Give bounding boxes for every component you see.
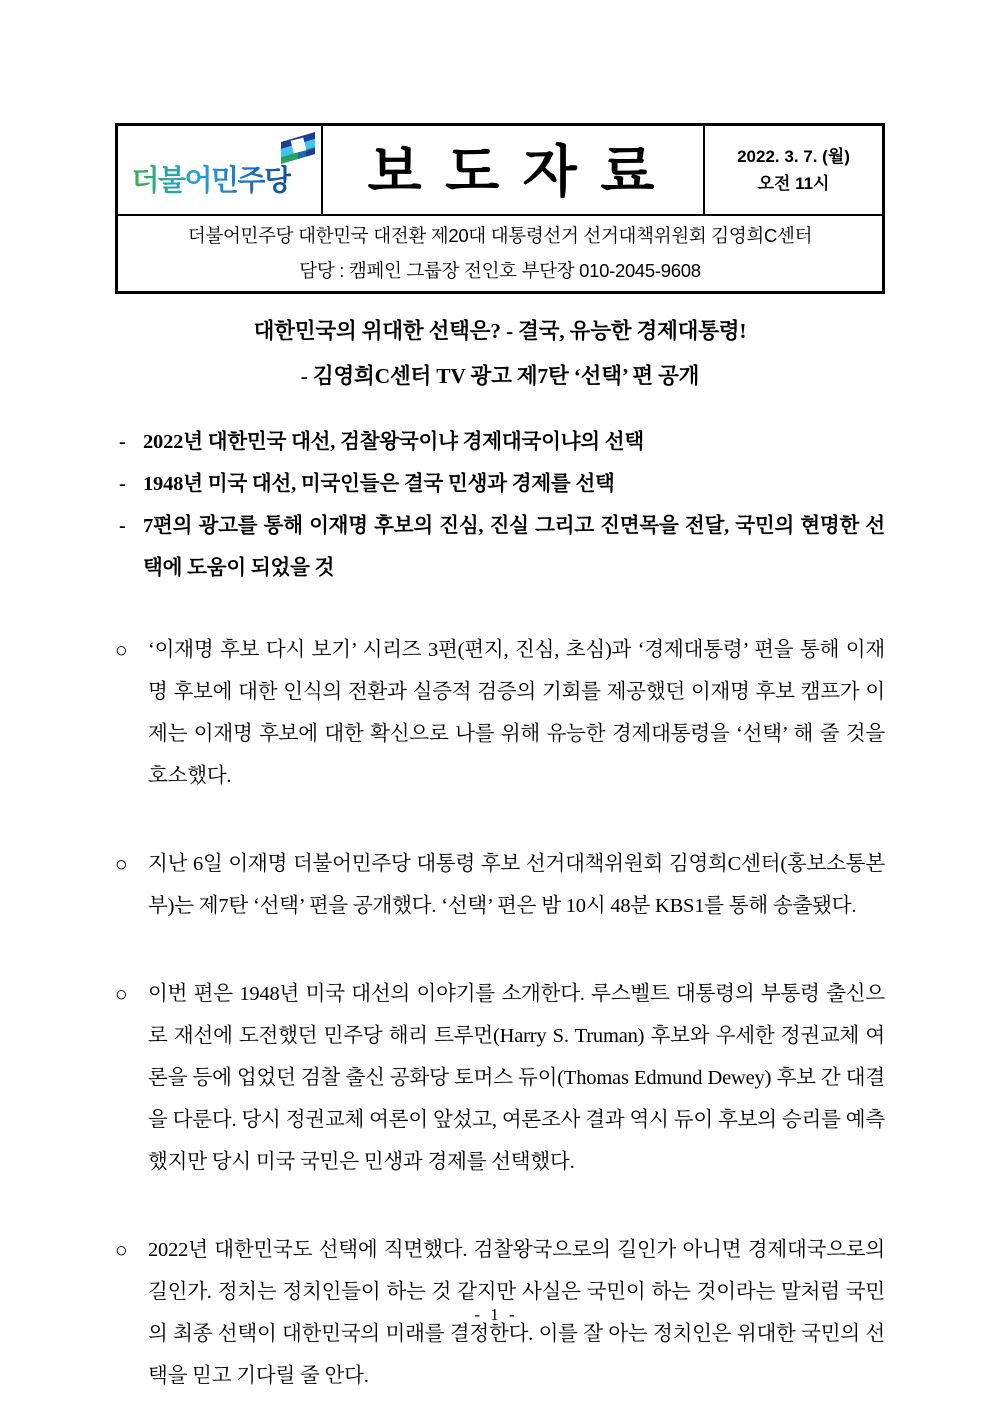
party-logo [118, 126, 323, 214]
summary-bullet [115, 421, 885, 463]
circle-bullet-marker: ○ [115, 852, 128, 876]
header-table [115, 123, 885, 294]
summary-bullets [115, 421, 885, 589]
circle-bullet-marker: ○ [115, 1238, 128, 1262]
header-top-row [118, 126, 882, 216]
body-paragraph-text: 지난 6일 이재명 더불어민주당 대통령 후보 선거대책위원회 김영희C센터(홍보소통본부)는 제7탄 ‘선택’ 편을 공개했다. ‘선택’ 편은 밤 10시 48분 KBS1를 통해 송출됐다. [148, 853, 885, 917]
summary-bullet-text: 2022년 대한민국 대선, 검찰왕국이냐 경제대국이냐의 선택 [143, 431, 645, 453]
body-paragraph-text: 2022년 대한민국도 선택에 직면했다. 검찰왕국으로의 길인가 아니면 경제대국으로의 길인가. 정치는 정치인들이 하는 것 같지만 사실은 국민이 하는 것이라는 말처럼 국민의 최종 선택이 대한민국의 미래를 결정한다. 이를 잘 아는 정치인은 위대한 국민의 선택을 믿고 기다릴 줄 안다. [148, 1239, 885, 1387]
body-paragraph [115, 843, 885, 927]
body-paragraphs [115, 629, 885, 1397]
summary-bullet [115, 463, 885, 505]
document-title-line1: 대한민국의 위대한 선택은? - 결국, 유능한 경제대통령! [253, 319, 747, 343]
summary-bullet [115, 505, 885, 589]
bullet-dash-marker: - [119, 431, 126, 453]
circle-bullet-marker: ○ [115, 982, 128, 1006]
release-date: 2022. 3. 7. (월) [737, 146, 850, 166]
party-logo-text: 더불어민주당 [132, 158, 291, 199]
doc-type-label: 보 도 자 료 [367, 140, 659, 203]
doc-type-title [323, 126, 705, 214]
document-content [115, 293, 885, 1397]
header-bottom-row [118, 216, 882, 291]
page-number: - 1 - [474, 1305, 518, 1324]
summary-bullet-text: 7편의 광고를 통해 이재명 후보의 진심, 진실 그리고 진면목을 전달, 국민의 현명한 선택에 도움이 되었을 것 [143, 515, 885, 579]
body-paragraph-text: ‘이재명 후보 다시 보기’ 시리즈 3편(편지, 진심, 초심)과 ‘경제대통령’ 편을 통해 이재명 후보에 대한 인식의 전환과 실증적 검증의 기회를 제공했던 이재명 후보 캠프가 이제는 이재명 후보에 대한 확신으로 나를 위해 유능한 경제대통령을 ‘선택’ 해 줄 것을 호소했다. [148, 639, 885, 787]
summary-bullet-text: 1948년 미국 대선, 미국인들은 결국 민생과 경제를 선택 [143, 473, 615, 495]
party-logo-wrap [132, 137, 308, 203]
contact-line: 담당 : 캠페인 그룹장 전인호 부단장 010-2045-9608 [299, 260, 701, 281]
body-paragraph [115, 629, 885, 797]
org-line: 더불어민주당 대한민국 대전환 제20대 대통령선거 선거대책위원회 김영희C센터 [187, 225, 813, 246]
bullet-dash-marker: - [119, 473, 126, 495]
bullet-dash-marker: - [119, 515, 126, 537]
release-time: 오전 11시 [757, 174, 830, 193]
body-paragraph-text: 이번 편은 1948년 미국 대선의 이야기를 소개한다. 루스벨트 대통령의 부통령 출신으로 재선에 도전했던 민주당 해리 트루먼(Harry S. Truman) 후보와 우세한 정권교체 여론을 등에 업었던 검찰 출신 공화당 토머스 듀이(Thomas Edmund Dewey) 후보 간 대결을 다룬다. 당시 정권교체 여론이 앞섰고, 여론조사 결과 역시 듀이 후보의 승리를 예측했지만 당시 미국 국민은 민생과 경제를 선택했다. [148, 983, 885, 1173]
document-title [115, 309, 885, 399]
circle-bullet-marker: ○ [115, 638, 128, 662]
body-paragraph [115, 973, 885, 1183]
document-title-line2: - 김영희C센터 TV 광고 제7탄 ‘선택’ 편 공개 [300, 364, 700, 388]
release-datetime [705, 126, 882, 214]
